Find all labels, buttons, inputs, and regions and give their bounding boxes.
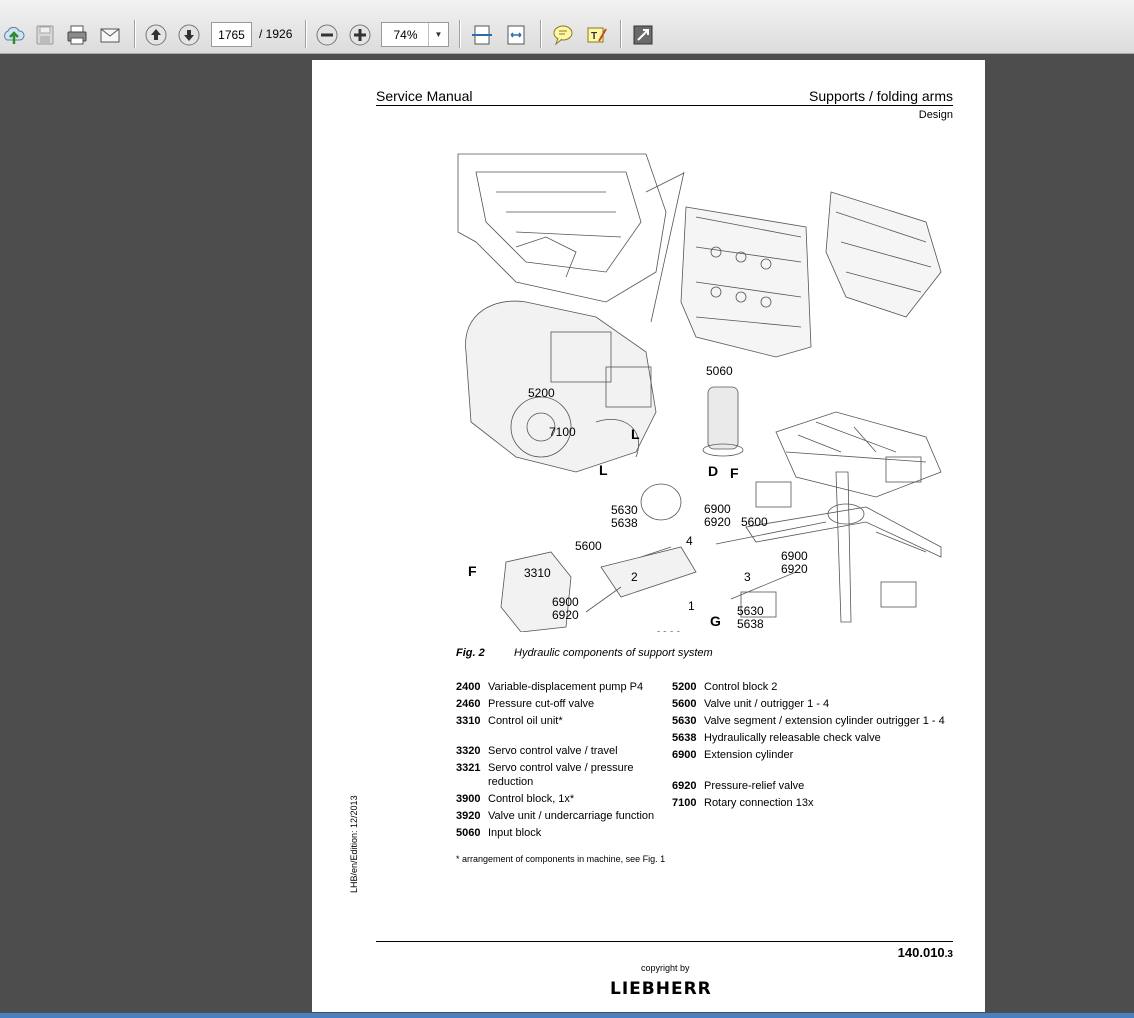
zoom-in-icon[interactable]: [346, 19, 374, 51]
legend-code: 3920: [456, 810, 481, 822]
legend-row: [456, 680, 671, 694]
legend-row: [672, 731, 962, 745]
legend-code: 5630: [672, 715, 697, 727]
legend-row: [672, 697, 962, 711]
legend-desc: Pressure-relief valve: [704, 780, 805, 792]
legend-desc: Extension cylinder: [704, 749, 794, 761]
taskbar: [0, 1013, 1134, 1018]
legend-code: 3321: [456, 762, 481, 774]
figure-callout-label: 6920: [781, 562, 808, 576]
footer-rule: [376, 941, 953, 942]
legend-code: 2400: [456, 681, 481, 693]
legend-desc: Servo control valve / travel: [488, 745, 618, 757]
highlight-icon[interactable]: [583, 19, 611, 51]
legend-row: [456, 697, 671, 711]
figure-callout-label: 5630: [737, 604, 764, 618]
legend-code: 5600: [672, 698, 697, 710]
legend-row: [456, 826, 671, 840]
page-footer-number: [898, 945, 953, 960]
legend-desc: Control block 2: [704, 681, 778, 693]
page-number-suffix: .3: [944, 949, 953, 960]
legend-desc: Rotary connection 13x: [704, 797, 814, 809]
figure-callout-label: 5638: [737, 617, 764, 631]
zoom-select[interactable]: [381, 22, 449, 47]
figure-callout-label: [611, 631, 638, 632]
figure-callout-label: 5060: [706, 364, 733, 378]
legend-desc: Servo control valve / pressure reduction: [488, 762, 634, 788]
legend-desc: Variable-displacement pump P4: [488, 681, 644, 693]
figure-callout-label: 3310: [524, 566, 551, 580]
figure-callout-label: 2: [631, 570, 638, 584]
legend-code: 6900: [672, 749, 697, 761]
figure-callout-label: 6920: [704, 515, 731, 529]
edition-side-text: LHB/en/Edition: 12/2013: [349, 795, 359, 893]
legend-code: 2460: [456, 698, 481, 710]
header-rule: [376, 105, 953, 106]
legend-row: [456, 792, 671, 806]
previous-page-icon[interactable]: [142, 19, 170, 51]
legend-desc: Pressure cut-off valve: [488, 698, 595, 710]
legend-code: 5638: [672, 732, 697, 744]
figure-callout-label: 5600: [575, 539, 602, 553]
zoom-out-icon[interactable]: [313, 19, 341, 51]
fit-width-icon[interactable]: [502, 19, 530, 51]
legend-desc: Valve segment / extension cylinder outrigger 1 - 4: [704, 715, 945, 727]
figure-caption-text: Hydraulic components of support system: [514, 647, 713, 659]
figure-callout-label: F: [468, 563, 477, 579]
legend-row: [456, 744, 671, 758]
figure-callout-label: 6920: [552, 608, 579, 622]
legend-row: [672, 748, 962, 762]
legend-row: [672, 779, 962, 793]
print-icon[interactable]: [63, 19, 91, 51]
figure-callout-label: 5200: [528, 386, 555, 400]
page-number-main: 140.010: [897, 945, 945, 960]
footnote: * arrangement of components in machine, see Fig. 1: [456, 854, 666, 864]
comment-icon[interactable]: [549, 19, 577, 51]
zoom-value: 74%: [393, 27, 418, 42]
figure-callout-label: 6900: [781, 549, 808, 563]
fit-page-icon[interactable]: [468, 19, 496, 51]
legend-right-column: [672, 680, 962, 813]
fullscreen-icon[interactable]: [629, 19, 657, 51]
legend-code: 3320: [456, 745, 481, 757]
legend-code: 3900: [456, 793, 481, 805]
liebherr-logo: LIEBHERR: [610, 979, 712, 999]
chevron-down-icon[interactable]: ▼: [428, 23, 448, 46]
legend-code: 3310: [456, 715, 481, 727]
legend-code: 5060: [456, 827, 481, 839]
page-total-label: / 1926: [259, 27, 293, 41]
page-number-input[interactable]: 1765: [211, 22, 252, 47]
toolbar: [0, 0, 1134, 54]
figure-callout-label: [655, 629, 682, 632]
figure-callout-label: 3: [744, 570, 751, 584]
figure-callout-label: 6900: [552, 595, 579, 609]
document-page: [312, 60, 985, 1012]
figure-callout-label: D: [708, 463, 719, 479]
header-subtitle: Design: [918, 109, 953, 121]
legend-desc: Control block, 1x*: [488, 793, 575, 805]
legend-code: 7100: [672, 797, 697, 809]
legend-code: 6920: [672, 780, 697, 792]
figure-callout-label: L: [631, 426, 640, 442]
figure-callout-label: G: [710, 613, 721, 629]
legend-code: 5200: [672, 681, 697, 693]
legend-row: [456, 809, 671, 823]
legend-row: [672, 680, 962, 694]
upload-icon[interactable]: [0, 19, 28, 51]
legend-desc: Valve unit / undercarriage function: [488, 810, 655, 822]
next-page-icon[interactable]: [175, 19, 203, 51]
figure-callout-label: 5638: [611, 516, 638, 530]
figure-callout-label: 1: [688, 599, 695, 613]
figure-callout-label: 4: [686, 534, 693, 548]
legend-desc: Input block: [488, 827, 542, 839]
legend-row: [456, 714, 671, 728]
figure-callout-label: L: [599, 462, 608, 478]
legend-left-column: [456, 680, 671, 843]
figure-callout-label: 5630: [611, 503, 638, 517]
header-left: Service Manual: [376, 88, 473, 104]
figure-callout-label: 6900: [704, 502, 731, 516]
legend-desc: Hydraulically releasable check valve: [704, 732, 881, 744]
legend-row: [456, 761, 671, 789]
figure-callout-label: 5600: [741, 515, 768, 529]
figure-caption-number: Fig. 2: [456, 647, 485, 659]
svg-text:T: T: [591, 31, 598, 42]
legend-desc: Control oil unit*: [488, 715, 563, 727]
hydraulic-diagram: [456, 152, 956, 632]
legend-row: [672, 714, 962, 728]
legend-row: [672, 796, 962, 810]
figure-callout-label: 7100: [549, 425, 576, 439]
email-icon[interactable]: [96, 19, 124, 51]
save-icon[interactable]: [31, 19, 59, 51]
figure-callout-label: F: [730, 465, 739, 481]
header-right: Supports / folding arms: [809, 88, 953, 104]
copyright-text: copyright by: [641, 963, 690, 973]
legend-desc: Valve unit / outrigger 1 - 4: [704, 698, 830, 710]
